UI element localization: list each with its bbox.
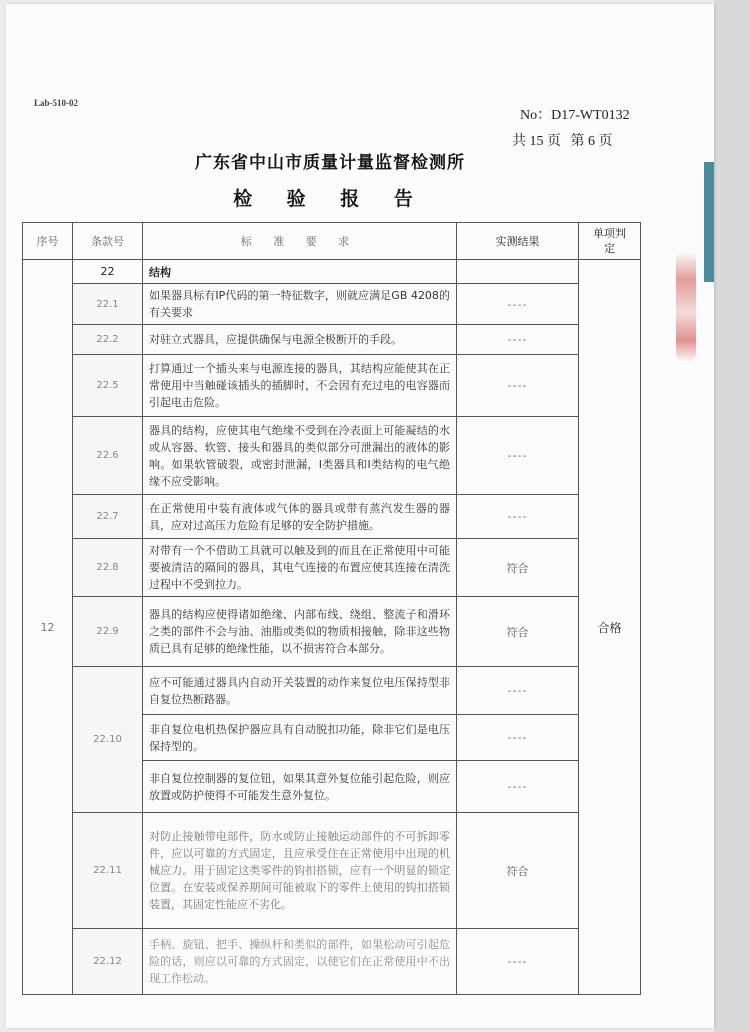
table-row <box>23 813 641 929</box>
requirement-text: 非自复位控制器的复位钮，如果其意外复位能引起危险，则应放置或防护使得不可能发生意外复位。 <box>143 761 457 813</box>
requirement-text: 器具的结构，应使其电气绝缘不受到在冷表面上可能凝结的水或从容器、软管、接头和器具的类似部分可泄漏出的液体的影响。如果软管破裂，或密封泄漏，I类器具和Ⅰ类结构的电气绝缘不应受影响。 <box>143 417 457 495</box>
measured-result: ---- <box>457 667 579 715</box>
clause-number: 22.1 <box>73 284 143 325</box>
page-info <box>512 130 619 150</box>
clause-number: 22.11 <box>73 813 143 929</box>
requirement-text: 对防止接触带电部件，防水或防止接触运动部件的不可拆卸零件，应以可靠的方式固定，且应承受住在正常使用中出现的机械应力。用于固定这类零件的钩扣搭锁，应有一个明显的锁定位置。在安装或保养期间可能被取下的零件上使用的钩扣搭锁装置，其固定性能应不劣化。 <box>143 813 457 929</box>
scan-edge <box>714 0 750 1032</box>
report-number: No：D17-WT0132 <box>520 108 630 123</box>
table-row <box>23 355 641 417</box>
col-header-clause: 条款号 <box>73 223 143 260</box>
table-row <box>23 284 641 325</box>
report-title: 检 验 报 告 <box>233 188 427 210</box>
table-row <box>23 539 641 597</box>
total-pages: 共 15 页 <box>512 134 561 149</box>
table-header-row <box>23 223 641 260</box>
measured-result: ---- <box>457 355 579 417</box>
seq-number: 12 <box>23 260 73 995</box>
inspection-table <box>22 222 641 995</box>
clause-number: 22.8 <box>73 539 143 597</box>
table-row <box>23 417 641 495</box>
table-row <box>23 325 641 355</box>
measured-result: ---- <box>457 284 579 325</box>
clause-number: 22.2 <box>73 325 143 355</box>
table-row <box>23 597 641 667</box>
section-result-cell <box>457 260 579 284</box>
measured-result: ---- <box>457 761 579 813</box>
col-header-requirement: 标 准 要 求 <box>143 223 457 260</box>
measured-result: ---- <box>457 417 579 495</box>
col-header-seq: 序号 <box>23 223 73 260</box>
measured-result: 符合 <box>457 813 579 929</box>
measured-result: ---- <box>457 325 579 355</box>
section-clause: 22 <box>73 260 143 284</box>
clause-number: 22.5 <box>73 355 143 417</box>
clause-number: 22.10 <box>73 667 143 813</box>
measured-result: 符合 <box>457 539 579 597</box>
section-row <box>23 260 641 284</box>
col-header-result: 实测结果 <box>457 223 579 260</box>
requirement-text: 如果器具标有IP代码的第一特征数字，则就应满足GB 4208的有关要求 <box>143 284 457 325</box>
organization-name: 广东省中山市质量计量监督检测所 <box>195 153 465 173</box>
measured-result: ---- <box>457 929 579 995</box>
measured-result: ---- <box>457 715 579 761</box>
requirement-text: 对驻立式器具，应提供确保与电源全极断开的手段。 <box>143 325 457 355</box>
clause-number: 22.9 <box>73 597 143 667</box>
col-header-verdict: 单项判定 <box>579 223 641 260</box>
requirement-text: 器具的结构应使得诸如绝缘、内部布线、绕组、整流子和滑环之类的部件不会与油、油脂或类似的物质相接触，除非这些物质已具有足够的绝缘性能，以不损害符合本部分。 <box>143 597 457 667</box>
measured-result: 符合 <box>457 597 579 667</box>
clause-number: 22.6 <box>73 417 143 495</box>
form-code: Lab-510-02 <box>34 98 79 108</box>
table-row <box>23 929 641 995</box>
requirement-text: 打算通过一个插头来与电源连接的器具，其结构应能使其在正常使用中当触碰该插头的插脚时，不会因有充过电的电容器而引起电击危险。 <box>143 355 457 417</box>
requirement-text: 非自复位电机热保护器应具有自动脱扣功能，除非它们是电压保持型的。 <box>143 715 457 761</box>
binding-mark <box>704 162 714 282</box>
measured-result: ---- <box>457 495 579 539</box>
requirement-text: 应不可能通过器具内自动开关装置的动作来复位电压保持型非自复位热断路器。 <box>143 667 457 715</box>
clause-number: 22.7 <box>73 495 143 539</box>
section-title: 结构 <box>143 260 457 284</box>
current-page: 第 6 页 <box>570 134 613 149</box>
table-row <box>23 495 641 539</box>
clause-number: 22.12 <box>73 929 143 995</box>
seal-stamp-fragment <box>676 252 696 362</box>
section-verdict: 合格 <box>579 260 641 995</box>
requirement-text: 对带有一个不借助工具就可以触及到的而且在正常使用中可能要被清洁的隔间的器具，其电气连接的布置应使其连接在清洗过程中不受到拉力。 <box>143 539 457 597</box>
requirement-text: 手柄、旋钮、把手、操纵杆和类似的部件，如果松动可引起危险的话，则应以可靠的方式固定，以使它们在正常使用中不出现工作松动。 <box>143 929 457 995</box>
table-row <box>23 667 641 715</box>
requirement-text: 在正常使用中装有液体或气体的器具或带有蒸汽发生器的器具，应对过高压力危险有足够的安全防护措施。 <box>143 495 457 539</box>
